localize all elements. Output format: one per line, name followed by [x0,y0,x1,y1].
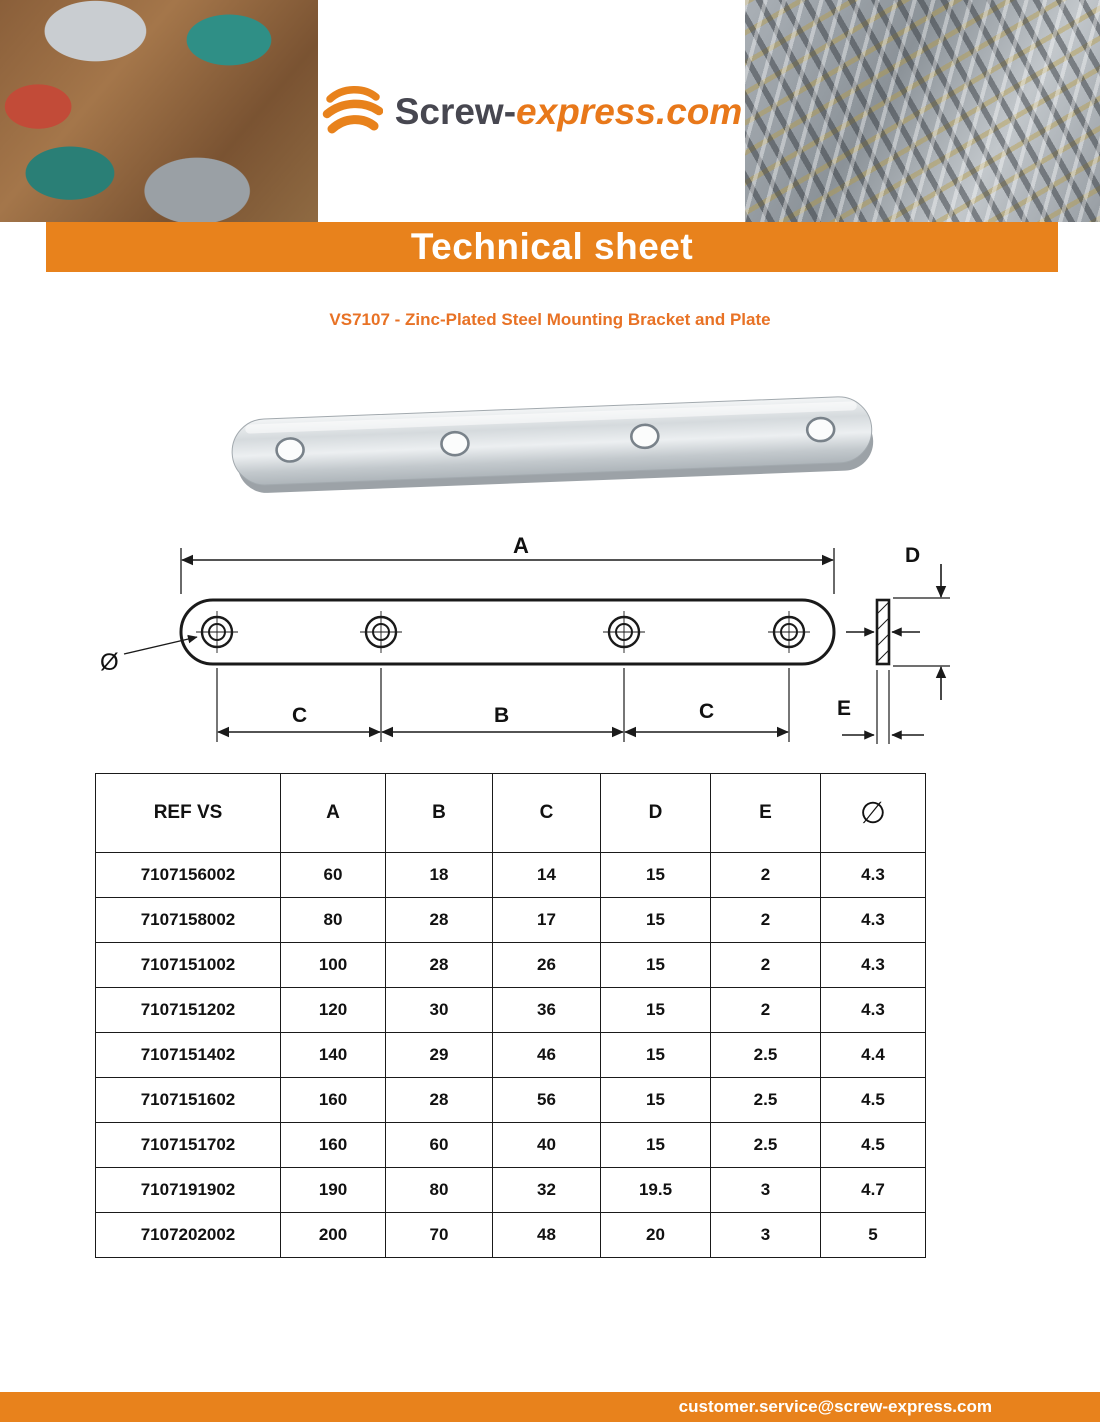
value-cell: 48 [493,1213,601,1258]
ref-cell: 7107151002 [96,943,281,988]
value-cell: 46 [493,1033,601,1078]
side-view-outline [877,600,889,664]
value-cell: 160 [281,1123,386,1168]
table-row [96,853,926,898]
value-cell: 200 [281,1213,386,1258]
value-cell: 15 [601,898,711,943]
dim-label-b: B [494,704,510,727]
value-cell: 4.5 [821,1123,926,1168]
value-cell: 15 [601,853,711,898]
value-cell: 140 [281,1033,386,1078]
value-cell: 4.3 [821,853,926,898]
value-cell: 100 [281,943,386,988]
ref-cell: 7107158002 [96,898,281,943]
value-cell: 4.4 [821,1033,926,1078]
value-cell: 190 [281,1168,386,1213]
plate-outline [181,600,834,664]
value-cell: 70 [386,1213,493,1258]
dim-label-c-right: C [699,700,715,723]
column-header: ∅ [821,774,926,853]
value-cell: 15 [601,1078,711,1123]
value-cell: 18 [386,853,493,898]
logo [318,0,745,222]
table-row [96,1033,926,1078]
dim-label-diameter: Ø [100,649,119,676]
column-header: REF VS [96,774,281,853]
value-cell: 32 [493,1168,601,1213]
value-cell: 5 [821,1213,926,1258]
value-cell: 2 [711,988,821,1033]
value-cell: 26 [493,943,601,988]
value-cell: 120 [281,988,386,1033]
table-row [96,1123,926,1168]
value-cell: 60 [281,853,386,898]
value-cell: 3 [711,1168,821,1213]
spec-table [95,773,926,1258]
ref-cell: 7107151702 [96,1123,281,1168]
contact-email: customer.service@screw-express.com [678,1397,992,1416]
value-cell: 28 [386,943,493,988]
ref-cell: 7107151402 [96,1033,281,1078]
ref-cell: 7107151202 [96,988,281,1033]
screws-photo [745,0,1100,222]
table-row [96,943,926,988]
banner-title: Technical sheet [410,226,694,267]
table-row [96,1078,926,1123]
value-cell: 28 [386,1078,493,1123]
value-cell: 160 [281,1078,386,1123]
value-cell: 56 [493,1078,601,1123]
workbench-photo [0,0,318,222]
product-title: VS7107 - Zinc-Plated Steel Mounting Bracket and Plate [329,310,771,329]
column-header: E [711,774,821,853]
footer-bar [0,1392,1100,1422]
value-cell: 80 [281,898,386,943]
spec-table-header-row [96,774,926,853]
drawing-holes [202,617,804,647]
value-cell: 15 [601,988,711,1033]
dim-label-c-left: C [292,704,308,727]
table-row [96,1213,926,1258]
table-row [96,988,926,1033]
column-header: D [601,774,711,853]
value-cell: 4.7 [821,1168,926,1213]
technical-sheet-banner [46,222,1058,272]
dim-label-a: A [513,533,529,558]
value-cell: 2.5 [711,1033,821,1078]
table-row [96,898,926,943]
value-cell: 2 [711,943,821,988]
value-cell: 36 [493,988,601,1033]
column-header: B [386,774,493,853]
value-cell: 4.5 [821,1078,926,1123]
value-cell: 14 [493,853,601,898]
value-cell: 15 [601,943,711,988]
table-row [96,1168,926,1213]
value-cell: 60 [386,1123,493,1168]
ref-cell: 7107151602 [96,1078,281,1123]
spec-table-body [96,853,926,1258]
dim-label-e: E [837,697,852,720]
ref-cell: 7107191902 [96,1168,281,1213]
ref-cell: 7107202002 [96,1213,281,1258]
logo-text-screw: Screw- [394,90,517,132]
value-cell: 15 [601,1033,711,1078]
value-cell: 15 [601,1123,711,1168]
value-cell: 17 [493,898,601,943]
value-cell: 2.5 [711,1123,821,1168]
value-cell: 19.5 [601,1168,711,1213]
value-cell: 29 [386,1033,493,1078]
ref-cell: 7107156002 [96,853,281,898]
value-cell: 4.3 [821,988,926,1033]
value-cell: 2 [711,898,821,943]
value-cell: 80 [386,1168,493,1213]
dim-label-d: D [905,544,921,567]
header [0,0,1100,222]
value-cell: 2 [711,853,821,898]
value-cell: 30 [386,988,493,1033]
logo-text-express: express.com [516,90,743,132]
logo-wordmark [394,90,743,132]
product-photo [220,384,880,502]
value-cell: 3 [711,1213,821,1258]
value-cell: 4.3 [821,898,926,943]
value-cell: 2.5 [711,1078,821,1123]
value-cell: 20 [601,1213,711,1258]
value-cell: 28 [386,898,493,943]
column-header: C [493,774,601,853]
technical-drawing [0,530,1100,765]
logo-swoosh-icon [321,84,383,138]
column-header: A [281,774,386,853]
value-cell: 4.3 [821,943,926,988]
value-cell: 40 [493,1123,601,1168]
